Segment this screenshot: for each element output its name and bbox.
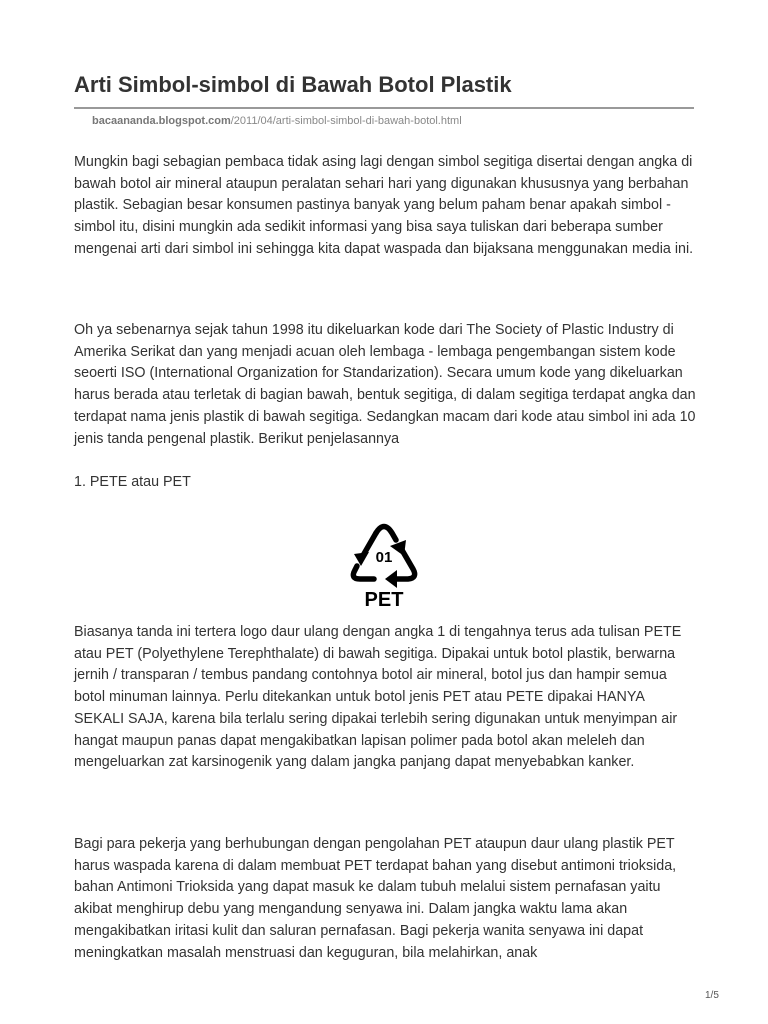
- source-url[interactable]: [92, 114, 462, 128]
- pet-recycle-symbol: [340, 510, 430, 610]
- paragraph-intro: Mungkin bagi sebagian pembaca tidak asing lagi dengan simbol segitiga disertai dengan angka di bawah botol air mineral ataupun peralatan sehari hari yang digunakan khususnya yang berbahan plastik. Sebagian besar konsumen pastinya banyak yang belum paham benar apakah simbol - simbol itu, disini mungkin ada sedikit informasi yang bisa saya tuliskan dari beberapa sumber mengenai arti dari simbol ini sehingga kita dapat waspada dan bijaksana menggunakan media ini.: [74, 154, 694, 257]
- title-divider: [74, 107, 694, 109]
- page-title: Arti Simbol-simbol di Bawah Botol Plastik: [74, 72, 512, 97]
- source-path: /2011/04/arti-simbol-simbol-di-bawah-botol.html: [230, 115, 462, 127]
- paragraph-pet-description: Biasanya tanda ini tertera logo daur ulang dengan angka 1 di tengahnya terus ada tulisan PETE atau PET (Polyethylene Terephthalate) di bawah segitiga. Dipakai untuk botol plastik, berwarna jernih / transparan / tembus pandang contohnya botol air mineral, botol jus dan hampir semua botol minuman lainnya. Perlu ditekankan untuk botol jenis PET atau PETE dipakai HANYA SEKALI SAJA, karena bila terlalu sering dipakai terlebih sering digunakan untuk menyimpan air hangat maupun panas dapat mengakibatkan lapisan polimer pada botol akan meleleh dan mengeluarkan zat karsinogenik yang dalam jangka panjang dapat menyebabkan kanker.: [74, 624, 682, 771]
- paragraph-pet-workers: Bagi para pekerja yang berhubungan dengan pengolahan PET ataupun daur ulang plastik PET harus waspada karena di dalam membuat PET terdapat bahan yang disebut antimoni trioksida, bahan Antimoni Trioksida yang dapat masuk ke dalam tubuh melalui sistem pernafasan yaitu akibat menghirup debu yang mengandung senyawa ini. Dalam jangka waktu lama akan mengakibatkan iritasi kulit dan saluran pernafasan. Bagi pekerja wanita senyawa ini dapat meningkatkan masalah menstruasi dan keguguran, bila melahirkan, anak: [74, 836, 677, 961]
- recycle-label: PET: [364, 589, 404, 610]
- recycle-triangle-icon: [340, 510, 430, 610]
- recycle-number: 01: [375, 549, 393, 566]
- page-number: 1/5: [705, 990, 719, 1001]
- source-domain: bacaananda.blogspot.com: [92, 115, 231, 127]
- list-item-pete: 1. PETE atau PET: [74, 474, 191, 490]
- paragraph-history: Oh ya sebenarnya sejak tahun 1998 itu dikeluarkan kode dari The Society of Plastic Industry di Amerika Serikat dan yang menjadi acuan oleh lembaga - lembaga pengembangan sistem kode seoerti ISO (International Organization for Standarization). Secara umum kode yang dikeluarkan harus berada atau terletak di bagian bawah, bentuk segitiga, di dalam segitiga terdapat angka dan terdapat nama jenis plastik di bawah segitiga. Sedangkan macam dari kode atau simbol ini ada 10 jenis tanda pengenal plastik. Berikut penjelasannya: [74, 322, 696, 447]
